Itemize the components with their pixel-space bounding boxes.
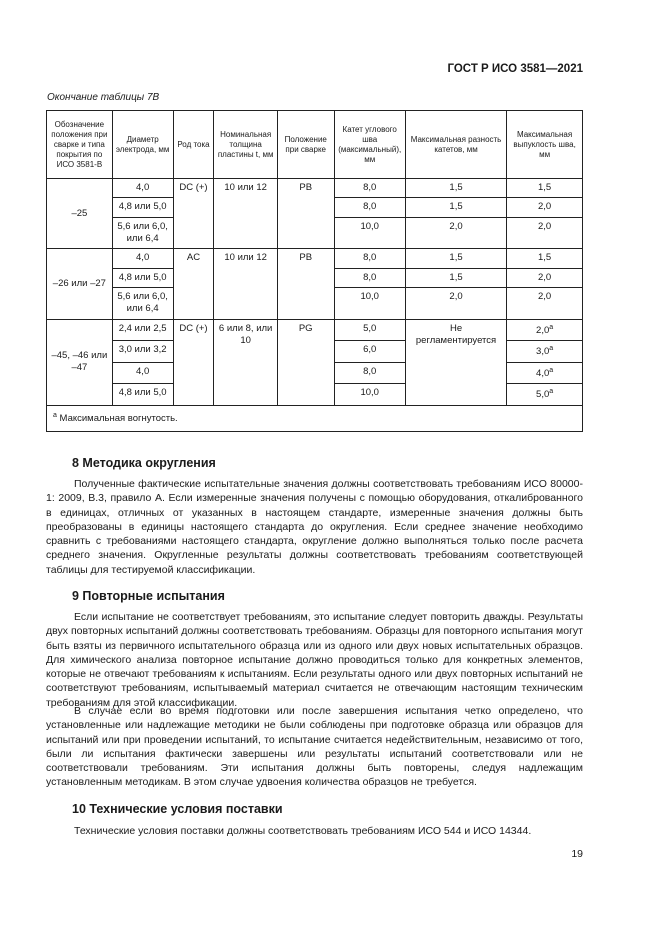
table-footnote [47,405,583,432]
convexity-cell [507,341,583,363]
convexity-cell: 2,0 [507,198,583,217]
diff-cell: 2,0 [405,217,506,249]
leg-cell: 10,0 [334,217,405,249]
footnote-text: Максимальная вогнутость. [59,412,178,424]
paragraph: Технические условия поставки должны соответствовать требованиям ИСО 544 и ИСО 14344. [74,825,532,837]
convexity-value: 2,0 [536,324,550,336]
header-convexity: Максимальная выпуклость шва, мм [507,111,583,179]
current-cell: DC (+) [173,319,214,405]
leg-cell: 10,0 [334,384,405,406]
leg-cell: 6,0 [334,341,405,363]
paragraph: Полученные фактические испытательные значения должны соответствовать требованиям ИСО 80000-1: 2009, В.3, правило А. Если измеренные значения получены с помощью оборудования, откалиброванного в единицах, отличных от указанных в настоящем стандарте, измеренные значения должны быть преобразованы в единицы настоящего стандарта до округления. Если среднее значение необходимо сравнить с требованиями настоящего стандарта, округление должно выполняться только после расчета среднего значения. Округленные результаты должны соответствовать требованиям соответствующей таблицы для тестируемой классификации. [46,478,583,576]
convexity-cell: 2,0 [507,268,583,287]
header-leg: Катет углового шва (максимальный), мм [334,111,405,179]
convexity-cell: 2,0 [507,288,583,320]
position-cell: PG [277,319,334,405]
footnote-mark: а [53,411,57,419]
diameter-cell: 4,8 или 5,0 [112,268,173,287]
convexity-value: 5,0 [536,389,550,401]
document-header: ГОСТ Р ИСО 3581—2021 [447,63,583,75]
position-cell: PB [277,249,334,319]
header-position: Положение при сварке [277,111,334,179]
leg-cell: 10,0 [334,288,405,320]
diameter-cell: 2,4 или 2,5 [112,319,173,341]
table-caption: Окончание таблицы 7В [47,92,160,103]
convexity-cell [507,362,583,384]
table-row [47,249,583,268]
designation-cell: –25 [47,179,113,249]
convexity-cell: 2,0 [507,217,583,249]
table-row [47,179,583,198]
leg-cell: 8,0 [334,198,405,217]
convexity-cell: 1,5 [507,179,583,198]
diff-cell: 1,5 [405,249,506,268]
leg-cell: 8,0 [334,249,405,268]
paragraph: Если испытание не соответствует требованиям, это испытание следует повторить дважды. Результаты двух повторных испытаний должны соответствовать требованиям. Образцы для повторного испытания могут быть взяты из первичного испытательного образца или из одного или двух новых испытательных образцов. Для химического анализа повторное испытание должно проводиться только для конкретных элементов, которые не отвечают требованиям к испытаниям. Если результаты одного или двух повторных испытаний не соответствуют требованиям, испытываемый материал считается не отвечающим настоящим техническим требованиям для этой классификации. [46,611,583,709]
diameter-cell: 5,6 или 6,0, или 6,4 [112,288,173,320]
footnote-mark: а [549,345,554,353]
diff-cell: 1,5 [405,268,506,287]
test-requirements-table [46,110,583,432]
diameter-cell: 4,0 [112,179,173,198]
diameter-cell: 4,8 или 5,0 [112,384,173,406]
section-heading-rounding: 8 Методика округления [72,456,216,470]
leg-cell: 8,0 [334,179,405,198]
section-heading-delivery: 10 Технические условия поставки [72,802,283,816]
leg-cell: 8,0 [334,268,405,287]
position-cell: PB [277,179,334,249]
diff-cell: Не регламентируется [405,319,506,405]
convexity-value: 3,0 [536,346,550,358]
leg-cell: 5,0 [334,319,405,341]
diameter-cell: 5,6 или 6,0, или 6,4 [112,217,173,249]
footnote-mark: а [549,323,554,331]
current-cell: DC (+) [173,179,214,249]
convexity-cell: 1,5 [507,249,583,268]
leg-cell: 8,0 [334,362,405,384]
diameter-cell: 4,0 [112,362,173,384]
current-cell: AC [173,249,214,319]
section-heading-retests: 9 Повторные испытания [72,589,225,603]
thickness-cell: 10 или 12 [214,179,278,249]
designation-cell: –26 или –27 [47,249,113,319]
convexity-cell [507,319,583,341]
header-designation: Обозначение положения при сварке и типа покрытия по ИСО 3581-В [47,111,113,179]
diameter-cell: 4,8 или 5,0 [112,198,173,217]
footnote-mark: а [549,388,554,396]
paragraph: В случае если во время подготовки или после завершения испытания четко определено, что установленные или надлежащие методики не были соблюдены при подготовке образца или образцов для испытаний или при проведении испытаний, то испытание считается недействительным, независимо от того, были ли испытания фактически завершены или результаты испытаний соответствовали или не соответствовали требованиям. Эти испытания должны быть повторены, следуя надлежащим установленным методикам. В этом случае удвоения количества образцов не требуется. [46,705,583,789]
diff-cell: 2,0 [405,288,506,320]
page-number: 19 [571,848,583,860]
thickness-cell: 6 или 8, или 10 [214,319,278,405]
table-row [47,319,583,341]
header-current: Род тока [173,111,214,179]
diff-cell: 1,5 [405,198,506,217]
diff-cell: 1,5 [405,179,506,198]
header-diameter: Диаметр электрода, мм [112,111,173,179]
diameter-cell: 3,0 или 3,2 [112,341,173,363]
convexity-value: 4,0 [536,367,550,379]
header-diff: Максимальная разность катетов, мм [405,111,506,179]
thickness-cell: 10 или 12 [214,249,278,319]
footnote-mark: а [549,366,554,374]
convexity-cell [507,384,583,406]
designation-cell: –45, –46 или –47 [47,319,113,405]
diameter-cell: 4,0 [112,249,173,268]
header-thickness: Номинальная толщина пластины t, мм [214,111,278,179]
